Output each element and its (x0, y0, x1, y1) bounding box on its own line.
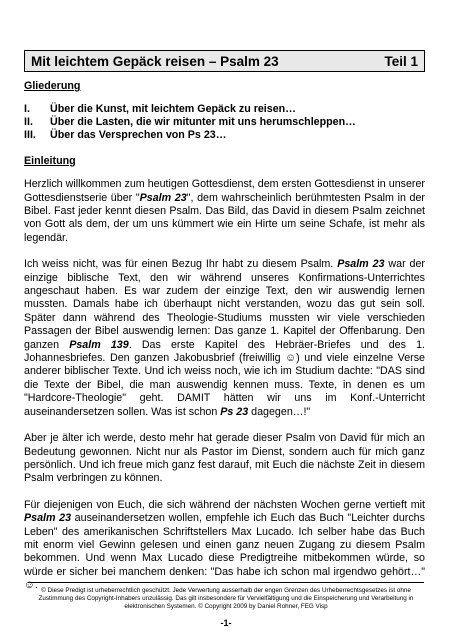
paragraph-1: Herzlich willkommen zum heutigen Gottesdienst, dem ersten Gottesdienst in unserer Gottesdienstserie über "Psalm 23", dem wahrscheinlich berühmtesten Psalm in der Bibel. Fast jeder kennt diesen Psalm. Das Bild, das David in diesem Psalm zeichnet von Gott als dem, der um uns kümmert wie ein Hirte um seine Schafe, ist mehr als legendär. (24, 178, 425, 244)
outline-list (24, 103, 425, 141)
document-title: Mit leichtem Gepäck reisen – Psalm 23 (31, 53, 279, 69)
paragraph-3: Aber je älter ich werde, desto mehr hat gerade dieser Psalm von David für mich an Bedeutung gewonnen. Nicht nur als Pastor im Dienst, sondern auch für mich ganz persönlich. Und ich freue mich ganz fest darauf, mit Euch die nächste Zeit in diesem Psalm verbringen zu können. (24, 432, 425, 485)
paragraph-4: Für diejenigen von Euch, die sich während der nächsten Wochen gerne vertieft mit Psalm 23 auseinandersetzen wollen, empfehle ich Euch das Buch "Leichter durchs Leben" des amerikanischen Schriftstellers Max Lucado. Ich selber habe das Buch mit enorm viel Gewinn gelesen und einen ganz neuen Zugang zu diesem Psalm bekommen. Und wenn Max Lucado diese Predigtreihe mitbekommen würde, so würde er sicher bei manchem denken: "Das habe ich schon mal irgendwo gehört…" ☺. (24, 498, 425, 592)
document-body (24, 80, 425, 593)
paragraph-2: Ich weiss nicht, was für einen Bezug Ihr habt zu diesem Psalm. Psalm 23 war der einzige biblische Text, den wir während unseres Konfirmations-Unterrichtes angeschaut haben. Es war zudem der einzige Text, den wir auswendig lernen mussten. Damals habe ich überhaupt nicht verstanden, wozu das gut sein soll. Später dann während des Theologie-Studiums mussten wir viele verschieden Passagen der Bibel auswendig lernen: Das ganze 1. Kapitel der Offenbarung. Den ganzen Psalm 139. Das erste Kapitel des Hebräer-Briefes und des 1. Johannesbriefes. Den ganzen Jakobusbrief (freiwillig ☺) und viele einzelne Verse anderer biblischer Texte. Und ich weiss noch, wie ich im Studium dachte: "DAS sind die Texte der Bibel, die man auswendig kennen muss. Texte, in denen es um "Hardcore-Theologie" geht. DAMIT hätten wir uns im Konf.-Unterricht auseinandersetzen sollen. Was ist schon Ps 23 dagegen…!" (24, 258, 425, 418)
outline-item: II. Über die Lasten, die wir mitunter mit uns herumschleppen… (24, 116, 356, 129)
part-label: Teil 1 (384, 53, 418, 69)
outline-item: III. Über das Versprechen von Ps 23… (24, 129, 227, 141)
copyright-footer: © Diese Predigt ist urheberrechtlich geschützt. Jede Verwertung ausserhalb der engen Grenzen des Urheberrechtsgesetzes ist ohne Zustimmung des Copyright-Inhabers unzulässig. Das gilt insbesondere für Vervielfältigung und die Einspeicherung und Verarbeitung in elektronischen Systemen. © Copyright 2009 by Daniel Rohner, FEG Visp (28, 582, 424, 612)
title-banner (24, 50, 425, 72)
page-number: -1- (220, 618, 232, 628)
outline-heading: Gliederung (24, 80, 81, 92)
outline-item: I. Über die Kunst, mit leichtem Gepäck zu reisen… (24, 103, 296, 116)
intro-heading: Einleitung (24, 154, 76, 167)
